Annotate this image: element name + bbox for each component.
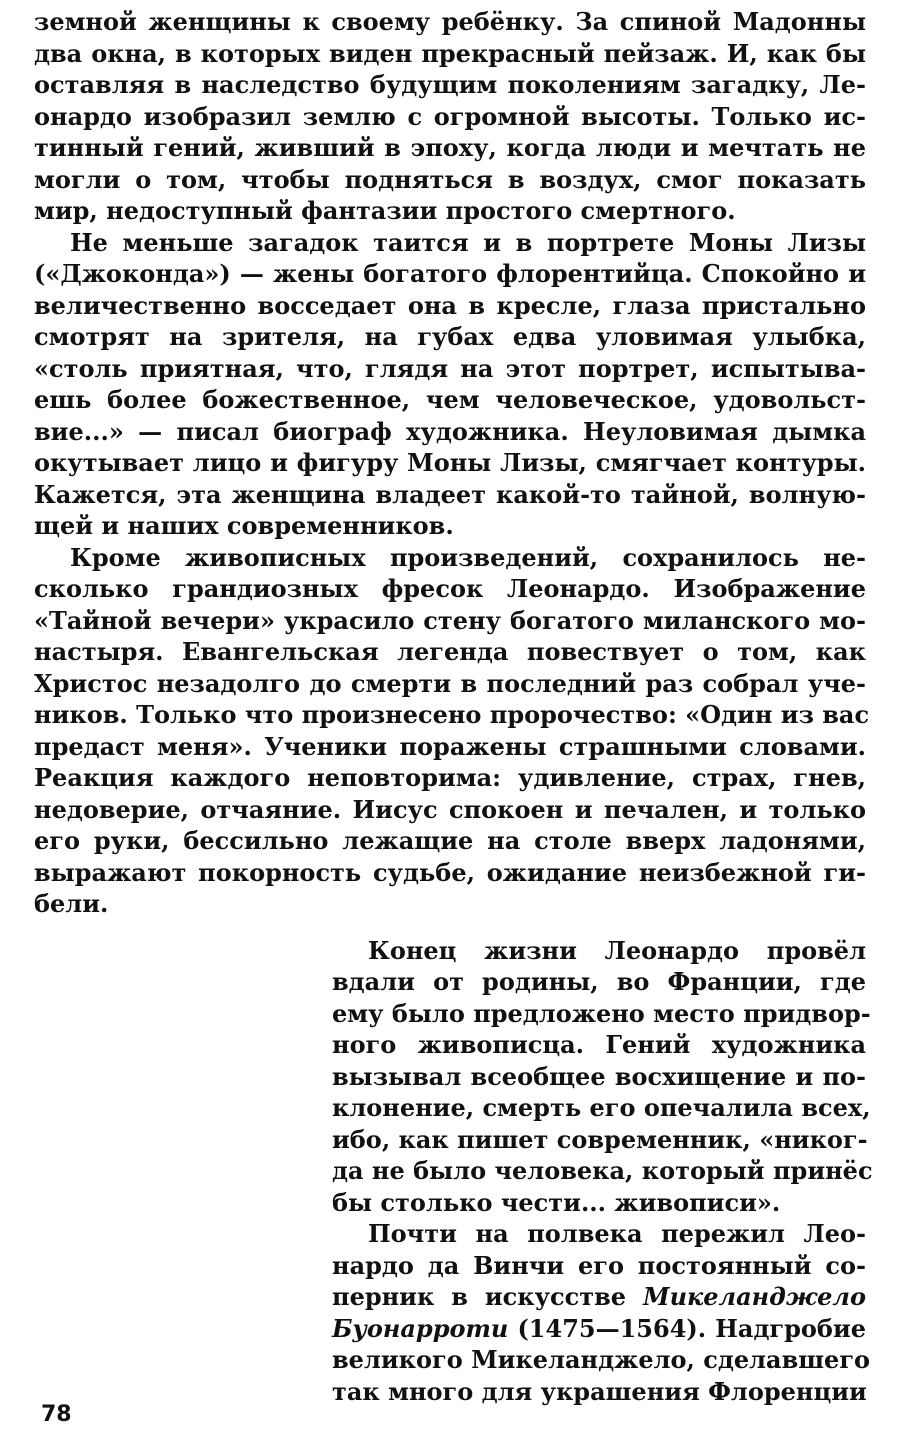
paragraph-first-line: Кроме живописных произведений, сохранилось не- xyxy=(70,543,866,572)
text-line: бели. xyxy=(34,889,109,918)
text-line: «Тайной вечери» украсило стену богатого миланского мо- xyxy=(34,606,866,635)
text-line: Кажется, эта женщина владеет какой-то тайной, волную- xyxy=(34,480,866,509)
text-line: тинный гений, живший в эпоху, когда люди и мечтать не xyxy=(34,133,866,162)
paragraph-first-line: Почти на полвека пережил Лео- xyxy=(368,1219,866,1248)
text-line: да не было человека, который принёс xyxy=(332,1156,873,1185)
text-line-with-name xyxy=(332,1281,866,1313)
text-line: вызывал всеобщее восхищение и по- xyxy=(332,1062,866,1091)
text-line: оставляя в наследство будущим поколениям загадку, Ле- xyxy=(34,70,866,99)
text-line: мир, недоступный фантазии простого смертного. xyxy=(34,196,736,225)
text-line: бы столько чести... живописи». xyxy=(332,1188,781,1217)
text-line: нардо да Винчи его постоянный со- xyxy=(332,1251,866,1280)
text-line-with-name xyxy=(332,1313,866,1345)
text-line: онардо изобразил землю с огромной высоты. Только ис- xyxy=(34,102,866,131)
text-line: два окна, в которых виден прекрасный пейзаж. И, как бы xyxy=(34,39,866,68)
text-line: Христос незадолго до смерти в последний раз собрал уче- xyxy=(34,669,866,698)
text-line: могли о том, чтобы подняться в воздух, смог показать xyxy=(34,165,866,194)
text-line: клонение, смерть его опечалила всех, xyxy=(332,1093,871,1122)
italic-name: Микеланджело xyxy=(643,1282,867,1311)
text-line: земной женщины к своему ребёнку. За спиной Мадонны xyxy=(34,7,866,36)
text-line: окутывает лицо и фигуру Моны Лизы, смягчает контуры. xyxy=(34,448,866,477)
text-line: предаст меня». Ученики поражены страшными словами. xyxy=(34,732,866,761)
text-line: величественно восседает она в кресле, глаза пристально xyxy=(34,291,866,320)
text-line: вдали от родины, во Франции, где xyxy=(332,967,866,996)
text-line: ешь более божественное, чем человеческое, удовольст- xyxy=(34,385,866,414)
text-line: ему было предложено место придвор- xyxy=(332,999,871,1028)
paragraph-first-line: Конец жизни Леонардо провёл xyxy=(368,936,866,965)
text-line: выражают покорность судьбе, ожидание неизбежной ги- xyxy=(34,858,866,887)
text-line: настыря. Евангельская легенда повествует о том, как xyxy=(34,637,866,666)
italic-name: Буонарроти xyxy=(332,1314,509,1343)
paragraph-first-line: Не меньше загадок таится и в портрете Моны Лизы xyxy=(70,228,866,257)
text-line: ибо, как пишет современник, «никог- xyxy=(332,1125,868,1154)
text-line: великого Микеланджело, сделавшего xyxy=(332,1345,871,1374)
text-line: ников. Только что произнесено пророчество: «Один из вас xyxy=(34,700,870,729)
text-line: смотрят на зрителя, на губах едва уловимая улыбка, xyxy=(34,322,866,351)
text-line: его руки, бессильно лежащие на столе вверх ладонями, xyxy=(34,826,866,855)
text-line: «столь приятная, что, глядя на этот портрет, испытыва- xyxy=(34,354,866,383)
line-text: (1475—1564). Надгробие xyxy=(517,1314,867,1343)
text-line: так много для украшения Флоренции xyxy=(332,1377,867,1406)
text-line: недоверие, отчаяние. Иисус спокоен и печален, и только xyxy=(34,795,866,824)
text-line: вие...» — писал биограф художника. Неуловимая дымка xyxy=(34,417,866,446)
text-line: щей и наших современников. xyxy=(34,511,454,540)
text-line: сколько грандиозных фресок Леонардо. Изображение xyxy=(34,574,866,603)
page-number: 78 xyxy=(41,1402,72,1427)
text-line: ного живописца. Гений художника xyxy=(332,1030,866,1059)
text-line: Реакция каждого неповторима: удивление, страх, гнев, xyxy=(34,763,866,792)
line-text: перник в искусстве xyxy=(332,1282,627,1311)
text-line: («Джоконда») — жены богатого флорентийца. Спокойно и xyxy=(34,259,866,288)
